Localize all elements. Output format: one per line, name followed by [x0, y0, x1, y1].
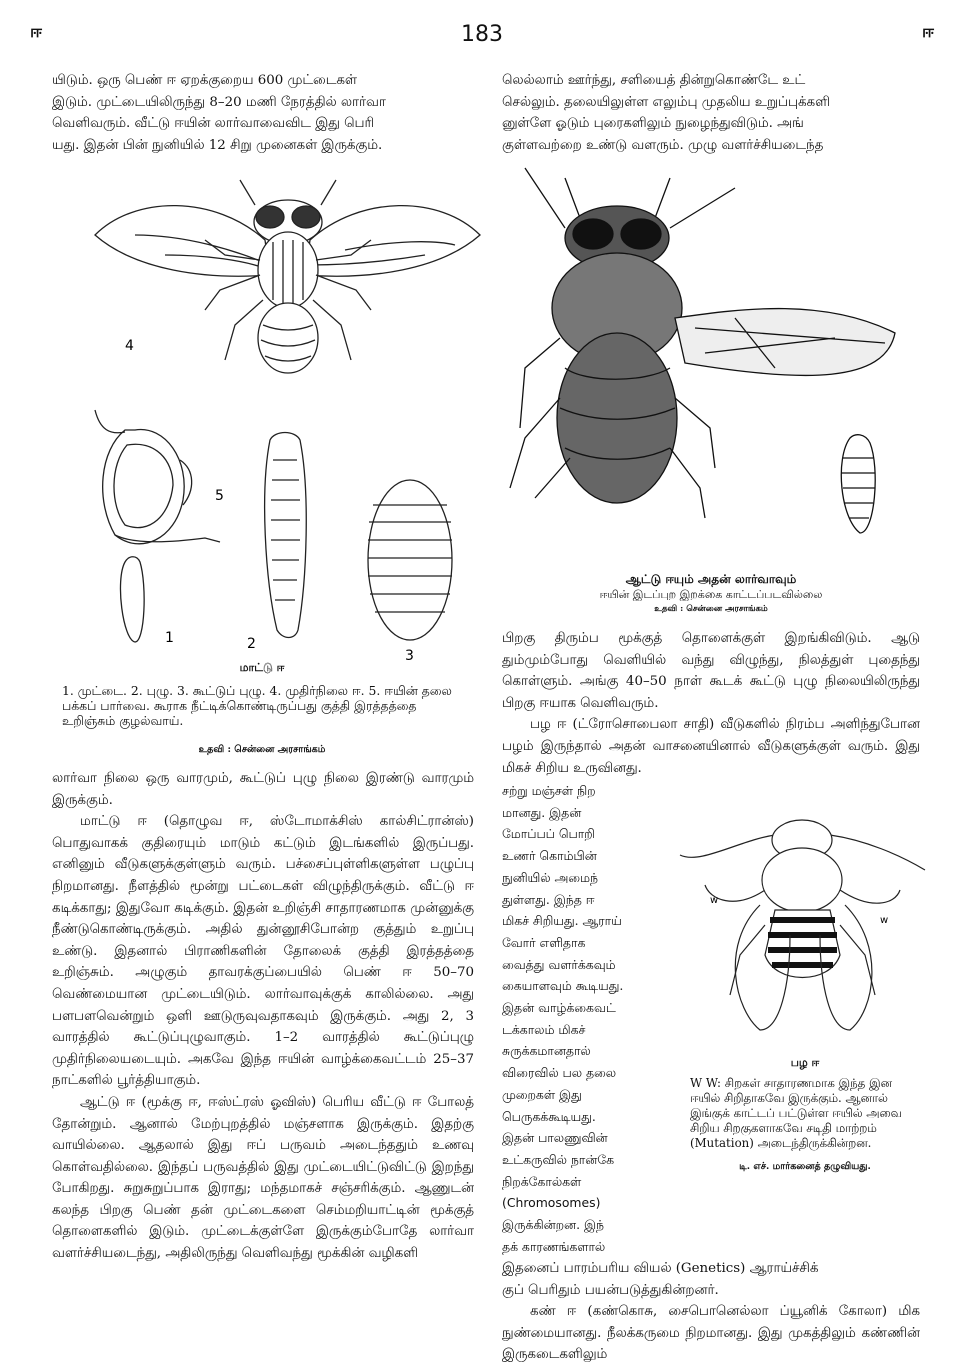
- text-line: உட்கருவில் நான்கே: [502, 1151, 614, 1167]
- text-line: இதன் பாலணுவின்: [502, 1130, 608, 1146]
- text-line: குப் பெரிதும் பயன்படுத்துகின்றனர்.: [502, 1282, 719, 1298]
- paragraph: பிறகு திரும்ப மூக்குத் தொளைக்குள் இறங்கிவிடும். ஆடு தும்மும்போது வெளியில் வந்து விழுந்து, நிலத்துள் புதைந்து கொள்ளும். அங்கு 40–50 நாள் கூடக் கூட்டு புழு நிலையிலிருந்து பிறகு ஈயாக வெளிவரும்.: [502, 631, 920, 711]
- text-line: குள்ளவற்றை உண்டு வளரும். முழு வளர்ச்சியடைந்த: [502, 137, 824, 153]
- text-line: மிகச் சிறியது. ஆராய்: [502, 913, 622, 929]
- paragraph: மாட்டு ஈ (தொழுவ ஈ, ஸ்டோமாக்சிஸ் கால்சிட்ரான்ஸ்) பொதுவாகக் குதிரையும் மாடும் கட்டும் இடங்களில் இருப்பது. எனினும் வீடுகளுக்குள்ளும் வரும். பச்சைப்புள்ளிகளுள்ள பழுப்பு நிறமானது. நீளத்தில் மூன்று பட்டைகள் விழுந்திருக்கும். வீட்டு ஈ கடிக்காது; இதுவோ கடிக்கும். இதன் உறிஞ்சி சாதாரணமாக முன்னுக்கு நீண்டுகொண்டிருக்கும். அதில் துன்னூசிபோன்ற குத்தும் உறுப்பு உண்டு. இதனால் பிராணிகளின் தோலைக் குத்தி இரத்தத்தை உறிஞ்சும். அழுகும் தாவரக்குப்பையில் பெண் ஈ 50–70 வெண்மையான முட்டையிடும். லார்வாவுக்குக் காலில்லை. அது பளபளவென்றும் ஒளி ஊடுருவுவதாகவும் இருக்கும். அது 2, 3 வாரத்தில் கூட்டுப்புழுவாகும். 1–2 வாரத்தில் கூட்டுப்புழு முதிர்நிலையடையும். அகவே இந்த ஈயின் வாழ்க்கைவட்டம் 25–37 நாட்களில் பூர்த்தியாகும்.: [52, 814, 474, 1089]
- figure-caption: W W: சிறகள் சாதாரணமாக இந்த இன ஈயில் சிறிதாகவே இருக்கும். ஆனால் இங்குக் காட்டப் பட்டுள்ள ஈயில் அவை சிறிய சிறகுகளாகவே சடிதி மாற்றம் (Mutation) அடைந்திருக்கின்றன.: [690, 1076, 902, 1150]
- text-line: முறைகள் இது: [502, 1086, 582, 1102]
- paragraph: கண் ஈ (கண்கொசு, சைபொனெல்லா ப்யூனிக் கோலா) மிக நுண்மையானது. நீலக்கருமை நிறமானது. இது முகத்திலும் கண்ணின் இருகடைகளிலும்: [502, 1304, 920, 1363]
- figure-credit: உதவி : சென்னை அரசாங்கம்: [654, 604, 768, 614]
- text-line: இடும். முட்டையிலிருந்து 8–20 மணி நேரத்தில் லார்வா: [52, 94, 386, 110]
- fruit-fly-figure: [680, 795, 925, 1040]
- text-line: வைத்து வளர்க்கவும்: [502, 956, 616, 972]
- text-line: நிறக்கோல்கள்: [502, 1173, 582, 1189]
- text-line: லெல்லாம் ஊர்ந்து, சளியைத் தின்றுகொண்டே உட்: [502, 73, 806, 88]
- right-narrow-text: [502, 780, 674, 1257]
- stable-fly-caption-block: [62, 660, 462, 757]
- text-line: உணர் கொம்பின்: [502, 848, 597, 864]
- fig-label-1: 1: [165, 630, 174, 646]
- text-line: வெளிவரும். வீட்டு ஈயின் லார்வாவைவிட இது பெரி: [52, 116, 375, 132]
- text-line: யது. இதன் பின் நுனியில் 12 சிறு முனைகள் இருக்கும்.: [52, 137, 383, 153]
- figure-title: ஆட்டு ஈயும் அதன் லார்வாவும்: [625, 572, 797, 586]
- paragraph: ஆட்டு ஈ (மூக்கு ஈ, ஈஸ்ட்ரஸ் ஓவிஸ்) பெரிய வீட்டு ஈ போலத் தோன்றும். ஆனால் மேற்புறத்தில் மஞ்சளாக இருக்கும். இதற்கு வாயில்லை. ஆதலால் இது ஈப் பருவம் அடைந்ததும் உணவு கொள்வதில்லை. இந்தப் பருவத்தில் இது முட்டையிட்டுவிட்டு இறந்து போகிறது. சுறுசுறுப்பாக இராது; மந்தமாகச் சஞ்சரிக்கும். ஆணுடன் கலந்த பிறகு பெண் தன் முட்டைகளை செம்மறியாட்டின் மூக்குத் தொளைகளில் இடும். முட்டைக்குள்ளே இருக்கும்போதே லார்வா வளர்ச்சியடைந்து, அதிலிருந்து வெளிவந்து மூக்கின் வழிகளி: [52, 1094, 474, 1262]
- text-line: செல்லும். தலையிலுள்ள எலும்பு முதலிய உறுப்புக்களி: [502, 94, 830, 110]
- text-line: வோர் எளிதாக: [502, 934, 586, 950]
- left-top-text: [52, 70, 472, 156]
- fig-label-2: 2: [247, 636, 256, 652]
- text-line: யிடும். ஒரு பெண் ஈ ஏறக்குறைய 600 முட்டைகள்: [52, 73, 358, 88]
- figure-subtitle: ஈயின் இடப்புற இறக்கை காட்டப்படவில்லை: [599, 588, 823, 601]
- left-body-text: [52, 768, 474, 1265]
- stable-fly-plate: [95, 160, 485, 664]
- text-line: மோப்பப் பொறி: [502, 826, 595, 842]
- figure-credit: உதவி : சென்னை அரசாங்கம்: [198, 744, 326, 755]
- text-line: கையாளவும் கூடியது.: [502, 978, 624, 994]
- paragraph: லார்வா நிலை ஒரு வாரமும், கூட்டுப் புழு நிலை இரண்டு வாரமும் இருக்கும்.: [52, 771, 474, 808]
- header-left-mark: ஈ: [30, 22, 42, 42]
- right-bottom-text: [502, 1258, 920, 1366]
- text-line: (Chromosomes): [502, 1195, 601, 1211]
- text-line: இதன் வாழ்க்கைவட்: [502, 1000, 616, 1016]
- text-line: டக்காலம் மிகச்: [502, 1021, 586, 1037]
- fig-label-5: 5: [215, 488, 224, 504]
- figure-title: பழ ஈ: [790, 1056, 820, 1069]
- sheep-bot-fly-caption-block: [502, 572, 920, 617]
- text-line: இருக்கின்றன. இந்: [502, 1217, 604, 1233]
- figure-credit: டி. எச். மார்கனைத் தழுவியது.: [739, 1161, 871, 1172]
- fruit-fly-caption-block: [690, 1055, 920, 1174]
- text-line: விரைவில் பல தலை: [502, 1065, 617, 1081]
- text-line: மானது. இதன்: [502, 804, 582, 820]
- right-mid-text: [502, 628, 920, 779]
- fig-label-4: 4: [125, 338, 134, 354]
- text-line: துள்ளது. இந்த ஈ: [502, 891, 595, 907]
- header-right-mark: ஈ: [922, 22, 934, 42]
- text-line: னுள்ளே ஓடும் புரைகளிலும் நுழைந்துவிடும். அங்: [502, 116, 804, 132]
- page-number: 183: [461, 22, 503, 47]
- text-line: தக் காரணங்களால்: [502, 1238, 606, 1254]
- text-line: பெருகக்கூடியது.: [502, 1108, 596, 1124]
- figure-title: மாட்டு ஈ: [239, 661, 285, 674]
- text-line: சற்று மஞ்சள் நிற: [502, 783, 596, 798]
- fig-label-3: 3: [405, 648, 414, 664]
- text-line: சுருக்கமானதால்: [502, 1043, 591, 1059]
- paragraph: பழ ஈ (ட்ரோசொபைலா சாதி) வீடுகளில் நிரம்ப அளிந்துபோன பழம் இருந்தால் அதன் வாசனையினால் வீடுகளுக்குள் வரும். இது மிகச் சிறிய உருவினது.: [502, 717, 920, 776]
- wing-label-right: w: [880, 915, 889, 926]
- text-line: இதனைப் பாரம்பரிய வியல் (Genetics) ஆராய்ச்சிக்: [502, 1261, 819, 1276]
- figure-caption: 1. முட்டை. 2. புழு. 3. கூட்டுப் புழு. 4. முதிர்நிலை ஈ. 5. ஈயின் தலை பக்கப் பார்வை. கூராக நீட்டிக்கொண்டிருப்பது குத்தி இரத்தத்தை உறிஞ்சும் குழல்வாய்.: [62, 683, 452, 728]
- text-line: நுனியில் அமைந்: [502, 869, 598, 885]
- right-top-text: [502, 70, 920, 156]
- wing-label-left: w: [710, 895, 719, 906]
- sheep-bot-fly-figure: [505, 168, 925, 568]
